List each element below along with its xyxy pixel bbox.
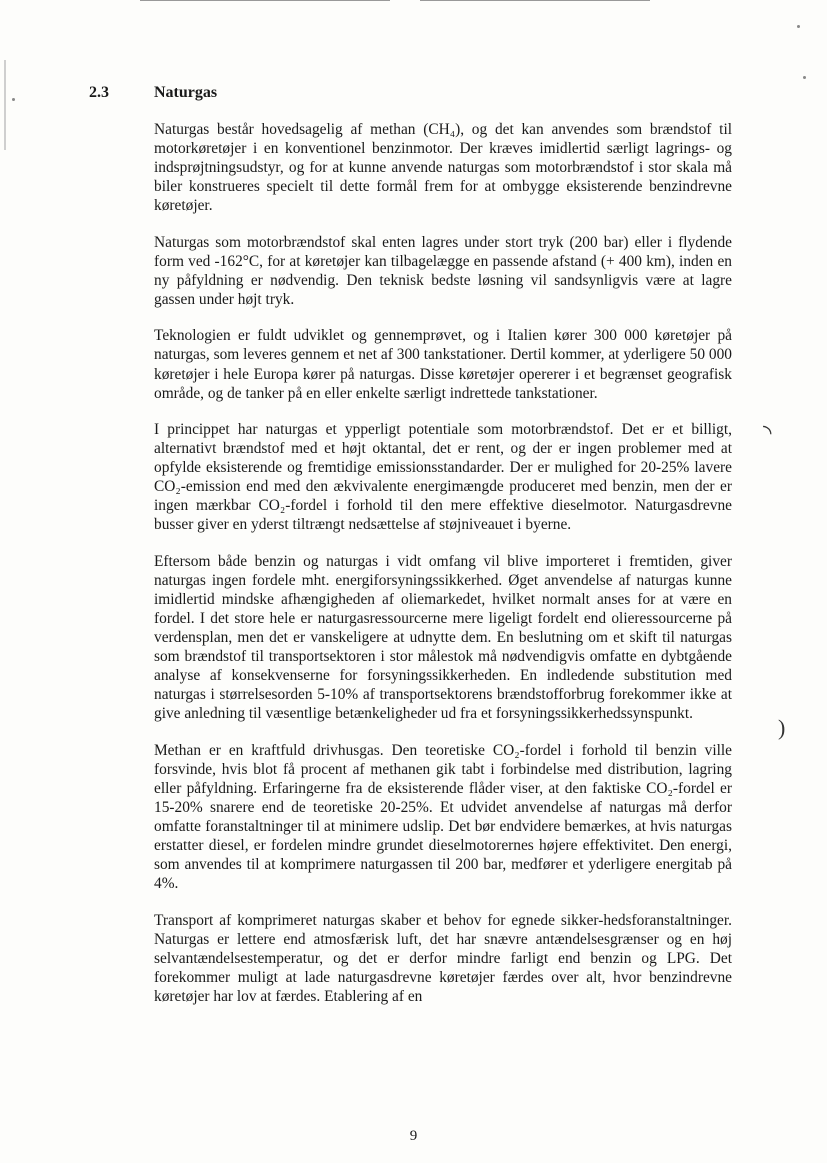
paragraph: I princippet har naturgas et ypperligt potentiale som motorbrændstof. Det er et billigt, alternativt brændstof med et højt oktantal, det er rent, og der er ingen problemer med at opfylde eksisterende og fremtidige emissionsstandarder. Der er mulighed for 20-25% lavere CO₂-emission end med den ækvivalente energimængde produceret med benzin, men der er ingen mærkbar CO₂-fordel i forhold til den mere effektive dieselmotor. Naturgasdrevne busser giver en yderst tiltrængt nedsættelse af støjniveauet i byerne. — [154, 421, 732, 534]
paragraph: Transport af komprimeret naturgas skaber et behov for egnede sikker-hedsforanstaltninger. Naturgas er lettere end atmosfærisk luft, det har snævre antændelsesgrænser og en høj selvantændelsestemperatur, og det er derfor mindre farligt end benzin og LPG. Det forekommer muligt at lade naturgasdrevne køretøjer færdes over alt, hvor benzindrevne køretøjer har lov at færdes. Etablering af en — [154, 911, 732, 1005]
paragraph: Methan er en kraftfuld drivhusgas. Den teoretiske CO₂-fordel i forhold til benzin ville forsvinde, hvis blot få procent af methanen gik tabt i forbindelse med distribution, lagring eller påfyldning. Erfaringerne fra de eksisterende flåder viser, at den faktiske CO₂-fordel er 15-20% snarere end de teoretiske 20-25%. Et udvidet anvendelse af naturgas må derfor omfatte foranstaltninger til at minimere udslip. Det bør endvidere bemærkes, at hvis naturgas erstatter diesel, er fordelen mindre grundet dieselmotorernes højere effektivitet. Den energi, som anvendes til at komprimere naturgassen til 200 bar, medfører et yderligere energitab på 4%. — [154, 741, 732, 893]
paragraph: Naturgas som motorbrændstof skal enten lagres under stort tryk (200 bar) eller i flydende form ved -162°C, for at køretøjer kan tilbagelægge en passende afstand (+ 400 km), inden en ny påfyldning er nødvendig. Den teknisk bedste løsning vil sandsynligvis være at lagre gassen under højt tryk. — [154, 233, 732, 308]
top-rule-right — [420, 0, 650, 1]
paragraph: Naturgas består hovedsagelig af methan (CH₄), og det kan anvendes som brændstof til motorkøretøjer i en konventionel benzinmotor. Der kræves imidlertid særligt lagrings- og indsprøjtningsudstyr, og for at kunne anvende naturgas som motorbrændstof i stor skala må biler konstrueres specielt til dette formål frem for at ombygge eksisterende benzindrevne køretøjer. — [154, 121, 732, 215]
top-rule-left — [140, 0, 390, 1]
scan-dot-right — [803, 76, 806, 79]
page-number: 9 — [409, 1128, 418, 1144]
punch-hole-mark-lower: ) — [778, 715, 786, 740]
scan-dot-right-top — [797, 25, 800, 28]
section-number: 2.3 — [89, 84, 109, 101]
punch-hole-mark-upper: ◝ — [763, 420, 772, 445]
section-heading — [0, 84, 827, 108]
paragraph: Eftersom både benzin og naturgas i vidt omfang vil blive importeret i fremtiden, giver naturgas ingen fordele mht. energiforsyningssikkerhed. Øget anvendelse af naturgas kunne imidlertid mindske afhængigheden af oliemarkedet, hvilket normalt anses for at være en fordel. I det store hele er naturgasressourcerne mere ligeligt fordelt end olieressourcerne på verdensplan, men det er vanskeligere at udnytte dem. En beslutning om et skift til naturgas som brændstof til transportsektoren i stor målestok må nødvendigvis omfatte en dybtgående analyse af konsekvenserne for forsyningssikkerheden. En indledende substitution med naturgas i størrelsesorden 5-10% af transportsektorens brændstofforbrug forekommer ikke at give anledning til væsentlige betænkeligheder ud fra et forsyningssikkerhedssynspunkt. — [154, 552, 732, 723]
section-title: Naturgas — [154, 84, 218, 101]
body-text — [154, 120, 732, 1023]
paragraph: Teknologien er fuldt udviklet og gennemprøvet, og i Italien kører 300 000 køretøjer på naturgas, som leveres gennem et net af 300 tankstationer. Dertil kommer, at yderligere 50 000 køretøjer i hele Europa kører på naturgas. Disse køretøjer opererer i et begrænset geografisk område, og de tanker på en eller enkelte særligt indrettede tankstationer. — [154, 327, 732, 402]
